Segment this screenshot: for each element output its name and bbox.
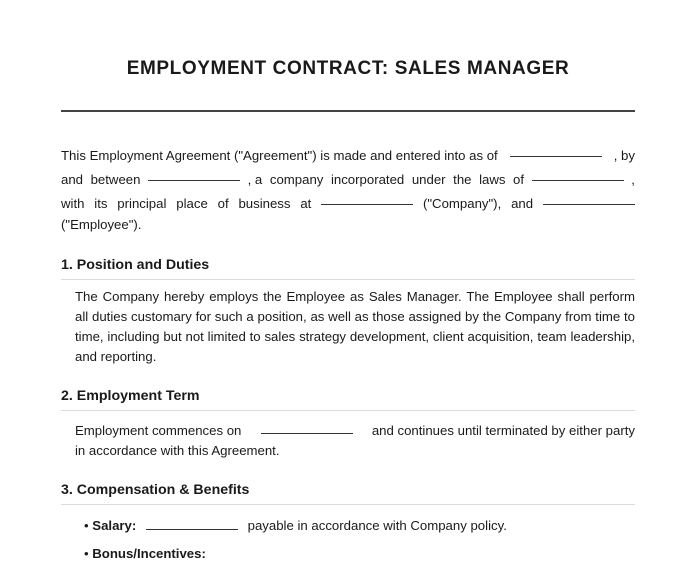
section-heading-compensation: 3. Compensation & Benefits [61,482,635,505]
bullet-salary [84,517,507,533]
intro-word: incorporated [330,172,405,187]
title-divider [61,110,635,112]
term-text: and continues until terminated by either party [371,423,635,438]
start-date-blank[interactable] [261,421,353,434]
intro-line-1 [61,144,635,168]
intro-word: between [90,172,141,187]
intro-text: ("Employee"). [61,217,142,232]
section-body-position-duties: The Company hereby employs the Employee as Sales Manager. The Employee shall perform all duties customary for such a position, as well as those assigned by the Company from time to time, including but not limited to sales strategy development, client acquisition, team leadership, and reporting. [75,289,635,364]
term-text: Employment commences on [75,423,242,438]
employee-name-blank[interactable] [543,192,635,205]
term-text: in accordance with this Agreement. [75,443,280,458]
bullet-label: Salary: [92,518,137,533]
bullet-dot: • [84,546,93,561]
intro-word: under [411,172,446,187]
intro-word: ("Company"), [422,196,502,211]
jurisdiction-blank[interactable] [532,168,624,181]
salary-blank[interactable] [146,517,238,530]
intro-line-4 [61,216,635,234]
date-blank[interactable] [510,144,602,157]
intro-line-3 [61,192,635,216]
intro-word: of [217,196,229,211]
intro-line-2 [61,168,635,192]
bullet-bonus [84,546,206,561]
bullet-text: payable in accordance with Company policy. [247,518,507,533]
section-heading-employment-term: 2. Employment Term [61,388,635,411]
document-title: EMPLOYMENT CONTRACT: SALES MANAGER [126,58,570,79]
intro-word: its [94,196,108,211]
term-line-1 [75,421,635,441]
intro-paragraph [61,144,635,234]
intro-word: of [513,172,525,187]
bullet-label: Bonus/Incentives: [92,546,206,561]
address-blank[interactable] [321,192,413,205]
intro-word: company [269,172,324,187]
intro-word: business [238,196,291,211]
section-body-employment-term [75,421,635,461]
intro-text: This Employment Agreement ("Agreement") is made and entered into as of [61,148,498,163]
intro-word: with [61,196,85,211]
intro-word: principal [117,196,167,211]
intro-word: laws [479,172,506,187]
intro-word: and [511,196,534,211]
company-name-blank[interactable] [148,168,240,181]
intro-word: , a [247,172,263,187]
intro-word: at [300,196,312,211]
intro-word: the [453,172,472,187]
intro-word: place [176,196,208,211]
intro-word: , [631,172,635,187]
term-line-2 [75,441,635,461]
section-heading-position-duties: 1. Position and Duties [61,257,635,280]
intro-word: and [61,172,84,187]
intro-text: , by [613,148,635,163]
bullet-dot: • [84,518,93,533]
